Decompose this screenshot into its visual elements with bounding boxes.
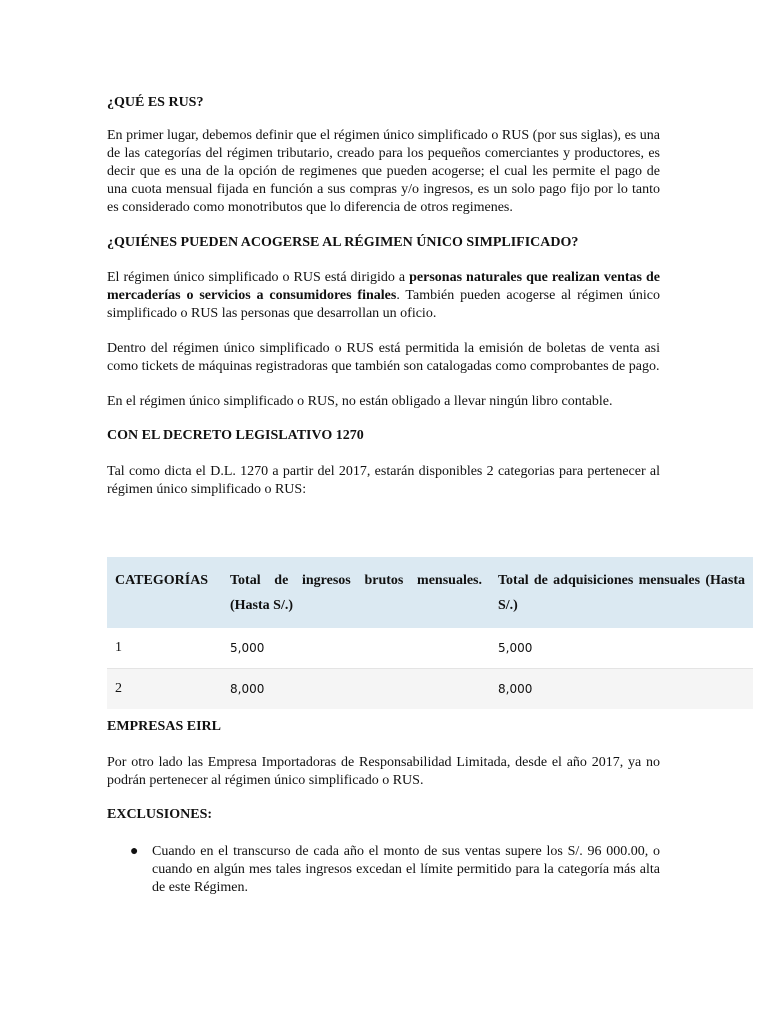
row1-ingresos: 5,000	[230, 641, 265, 655]
row1-categoria: 1	[115, 640, 122, 655]
quienes-text-start: El régimen único simplificado o RUS está dirigido a	[107, 270, 410, 285]
document-lower-section	[107, 718, 660, 897]
quienes-heading: ¿QUIÉNES PUEDEN ACOGERSE AL RÉGIMEN ÚNICO SIMPLIFICADO?	[107, 235, 579, 250]
list-item	[107, 843, 660, 897]
table-row	[107, 628, 753, 669]
eirl-paragraph: Por otro lado las Empresa Importadoras de Responsabilidad Limitada, desde el año 2017, ya no podrán pertenecer al régimen único simplificado o RUS.	[107, 755, 660, 788]
header-adquisiciones: Total de adquisiciones mensuales (Hasta S/.)	[498, 573, 745, 613]
que-es-rus-paragraph: En primer lugar, debemos definir que el régimen único simplificado o RUS (por sus siglas), es una de las categorías del régimen tributario, creado para los pequeños comerciantes y productores, es decir que es una de la opción de regimenes que pueden acogerse; el cual les permite el pago de una cuota mensual fijada en función a sus compras y/o ingresos, es un solo pago fijo por lo tanto es considerado como monotributos que lo diferencia de otros regimenes.	[107, 128, 660, 215]
table-header-row	[107, 557, 753, 628]
quienes-text-end: . También pueden acogerse al régimen único simplificado o RUS las personas que desarrollan un oficio.	[107, 288, 660, 321]
dentro-paragraph: Dentro del régimen único simplificado o RUS está permitida la emisión de boletas de venta asi como tickets de máquinas registradoras que también son catalogadas como comprobantes de pago.	[107, 341, 660, 374]
quienes-paragraph	[107, 269, 660, 323]
header-categorias: CATEGORÍAS	[115, 573, 209, 588]
row2-adquisiciones: 8,000	[498, 682, 533, 696]
document-body	[107, 94, 660, 499]
quienes-text-bold: personas naturales que realizan ventas de mercaderías o servicios a consumidores finales	[107, 270, 660, 303]
libro-paragraph: En el régimen único simplificado o RUS, no están obligado a llevar ningún libro contable.	[107, 394, 613, 409]
exclusion-text: Cuando en el transcurso de cada año el monto de sus ventas supere los S/. 96 000.00, o cuando en algún mes tales ingresos excedan el límite permitido para la categoría más alta de este Régimen.	[152, 844, 660, 895]
row2-ingresos: 8,000	[230, 682, 265, 696]
exclusiones-list	[107, 843, 660, 897]
header-ingresos: Total de ingresos brutos mensuales. (Hasta S/.)	[230, 573, 482, 613]
decreto-heading: CON EL DECRETO LEGISLATIVO 1270	[107, 428, 364, 443]
que-es-rus-heading: ¿QUÉ ES RUS?	[107, 95, 204, 110]
categories-table	[107, 557, 753, 709]
table-row	[107, 669, 753, 710]
exclusiones-heading: EXCLUSIONES:	[107, 807, 213, 822]
decreto-paragraph: Tal como dicta el D.L. 1270 a partir del 2017, estarán disponibles 2 categorias para pertenecer al régimen único simplificado o RUS:	[107, 464, 660, 497]
bullet-icon: ●	[130, 844, 139, 859]
row2-categoria: 2	[115, 681, 122, 696]
row1-adquisiciones: 5,000	[498, 641, 533, 655]
eirl-heading: EMPRESAS EIRL	[107, 719, 221, 734]
